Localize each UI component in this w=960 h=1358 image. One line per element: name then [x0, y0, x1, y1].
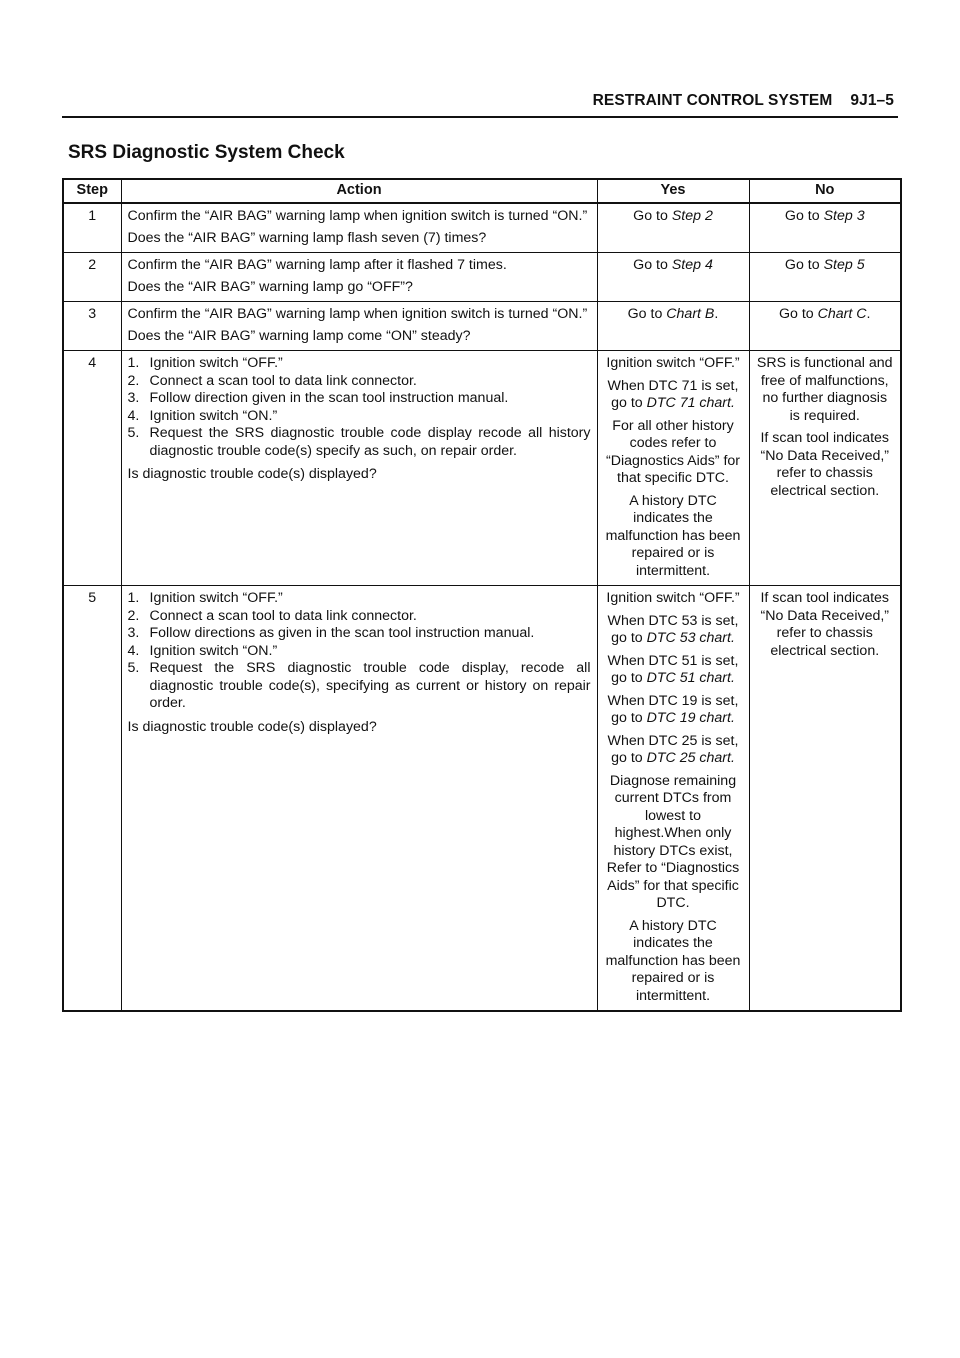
list-item-text: Ignition switch “ON.” [149, 407, 278, 424]
list-item: 1. Ignition switch “OFF.” [127, 590, 283, 606]
no-cell [749, 351, 901, 586]
yes-prefix: Go to [633, 257, 672, 273]
yes-dtc-prefix: When DTC 19 is set, go to [607, 692, 739, 726]
action-question: Does the “AIR BAG” warning lamp come “ON” steady? [127, 327, 471, 344]
yes-prefix: Go to [627, 306, 667, 322]
dtc-53-chart-link[interactable]: DTC 53 chart. [646, 630, 735, 646]
yes-paragraph: A history DTC indicates the malfunction has been repaired or is intermittent. [605, 492, 741, 579]
table-row [63, 351, 901, 586]
list-item: 4. Ignition switch “ON.” [127, 407, 278, 424]
no-prefix: Go to [784, 257, 824, 273]
list-item-text: Request the SRS diagnostic trouble code display, recode all diagnostic trouble code(s), specifying as current or history on repair order. [149, 660, 591, 711]
list-item: 5. Request the SRS diagnostic trouble code display recode all history diagnostic trouble code(s) specify as such, on repair order. [127, 425, 591, 459]
action-question: Is diagnostic trouble code(s) displayed? [127, 718, 377, 735]
action-cell [121, 586, 597, 1012]
no-cell [749, 586, 901, 1012]
running-header [593, 92, 894, 110]
action-question: Does the “AIR BAG” warning lamp flash seven (7) times? [127, 229, 487, 246]
action-question: Does the “AIR BAG” warning lamp go “OFF”? [127, 278, 413, 295]
column-header-action: Action [121, 179, 597, 203]
yes-step-link[interactable]: Step 2 [671, 208, 713, 224]
header-section-title: RESTRAINT CONTROL SYSTEM [592, 92, 833, 109]
yes-suffix: . [714, 306, 719, 322]
yes-dtc-paragraph [604, 693, 743, 728]
yes-step-link[interactable]: Step 4 [671, 257, 713, 273]
list-item: 4. Ignition switch “ON.” [127, 642, 278, 659]
no-cell [749, 302, 901, 351]
yes-dtc-prefix: When DTC 25 is set, go to [607, 732, 739, 766]
step-number: 3 [63, 302, 121, 351]
yes-cell [597, 203, 749, 253]
no-paragraph: SRS is functional and free of malfunctions, no further diagnosis is required. [756, 355, 893, 424]
yes-paragraph: Ignition switch “OFF.” [606, 355, 740, 371]
no-prefix: Go to [784, 208, 824, 224]
list-item: 2. Connect a scan tool to data link connector. [127, 372, 417, 389]
list-item-text: Connect a scan tool to data link connector. [149, 607, 417, 624]
yes-cell [597, 351, 749, 586]
list-item: 5. Request the SRS diagnostic trouble code display, recode all diagnostic trouble code(s), specifying as current or history on repair order. [127, 660, 591, 711]
list-item: 3. Follow directions as given in the scan tool instruction manual. [127, 625, 535, 641]
action-question: Is diagnostic trouble code(s) displayed? [127, 466, 377, 482]
yes-cell [597, 586, 749, 1012]
no-step-link[interactable]: Step 5 [823, 257, 865, 273]
action-cell [121, 302, 597, 351]
yes-dtc-paragraph [604, 613, 743, 648]
yes-dtc-paragraph [604, 653, 743, 688]
dtc-chart-link[interactable]: DTC 71 chart. [646, 395, 735, 411]
action-list [128, 355, 591, 460]
list-item-text: Ignition switch “OFF.” [149, 590, 283, 606]
yes-cell [597, 253, 749, 302]
list-item: 1. Ignition switch “OFF.” [127, 355, 283, 371]
header-page-number: 9J1–5 [850, 92, 894, 109]
yes-dtc-paragraph [604, 378, 743, 413]
no-paragraph: If scan tool indicates “No Data Received,” refer to chassis electrical section. [760, 590, 890, 659]
yes-paragraph: Ignition switch “OFF.” [606, 590, 740, 606]
section-title: SRS Diagnostic System Check [68, 142, 345, 163]
list-item-text: Ignition switch “ON.” [149, 642, 278, 659]
action-text: Confirm the “AIR BAG” warning lamp when ignition switch is turned “ON.” [127, 306, 588, 322]
no-paragraph: If scan tool indicates “No Data Received,” refer to chassis electrical section. [760, 430, 890, 499]
column-header-step: Step [63, 179, 121, 203]
yes-prefix: Go to [633, 208, 672, 224]
list-item-text: Ignition switch “OFF.” [149, 355, 283, 371]
step-number: 5 [63, 586, 121, 1012]
yes-dtc-prefix: When DTC 71 is set, go to [607, 377, 739, 411]
yes-paragraph: For all other history codes refer to “Diagnostics Aids” for that specific DTC. [605, 417, 741, 486]
dtc-51-chart-link[interactable]: DTC 51 chart. [646, 670, 735, 686]
no-step-link[interactable]: Step 3 [823, 208, 865, 224]
step-number: 4 [63, 351, 121, 586]
no-chart-link[interactable]: Chart C [817, 306, 867, 322]
action-cell [121, 351, 597, 586]
action-cell [121, 253, 597, 302]
table-header-row [63, 179, 901, 203]
list-item-text: Follow directions as given in the scan tool instruction manual. [149, 625, 535, 641]
action-cell [121, 203, 597, 253]
yes-dtc-prefix: When DTC 53 is set, go to [607, 612, 739, 646]
no-prefix: Go to [779, 306, 818, 322]
list-item-text: Follow direction given in the scan tool instruction manual. [149, 390, 509, 406]
yes-paragraph: Diagnose remaining current DTCs from lowest to highest.When only history DTCs exist, Refer to “Diagnostics Aids” for that specific DTC. [606, 772, 740, 911]
yes-cell [597, 302, 749, 351]
table-row [63, 253, 901, 302]
diagnostic-table [62, 178, 902, 1012]
yes-paragraph: A history DTC indicates the malfunction has been repaired or is intermittent. [605, 917, 741, 1004]
list-item-text: Connect a scan tool to data link connector. [149, 372, 417, 389]
yes-dtc-prefix: When DTC 51 is set, go to [607, 652, 739, 686]
column-header-yes: Yes [597, 179, 749, 203]
no-cell [749, 253, 901, 302]
column-header-no: No [749, 179, 901, 203]
action-text: Confirm the “AIR BAG” warning lamp after it flashed 7 times. [127, 257, 507, 273]
action-list [128, 590, 591, 713]
no-cell [749, 203, 901, 253]
no-suffix: . [866, 306, 871, 322]
list-item: 2. Connect a scan tool to data link connector. [127, 607, 417, 624]
dtc-25-chart-link[interactable]: DTC 25 chart. [646, 750, 735, 766]
table-row [63, 302, 901, 351]
table-row [63, 586, 901, 1012]
yes-dtc-paragraph [604, 733, 743, 768]
step-number: 2 [63, 253, 121, 302]
dtc-19-chart-link[interactable]: DTC 19 chart. [646, 710, 735, 726]
list-item: 3. Follow direction given in the scan tool instruction manual. [127, 390, 509, 406]
yes-chart-link[interactable]: Chart B [666, 306, 715, 322]
step-number: 1 [63, 203, 121, 253]
page-header [62, 86, 898, 118]
action-text: Confirm the “AIR BAG” warning lamp when ignition switch is turned “ON.” [127, 208, 588, 224]
table-row [63, 203, 901, 253]
list-item-text: Request the SRS diagnostic trouble code display recode all history diagnostic trouble code(s) specify as such, on repair order. [149, 425, 591, 459]
